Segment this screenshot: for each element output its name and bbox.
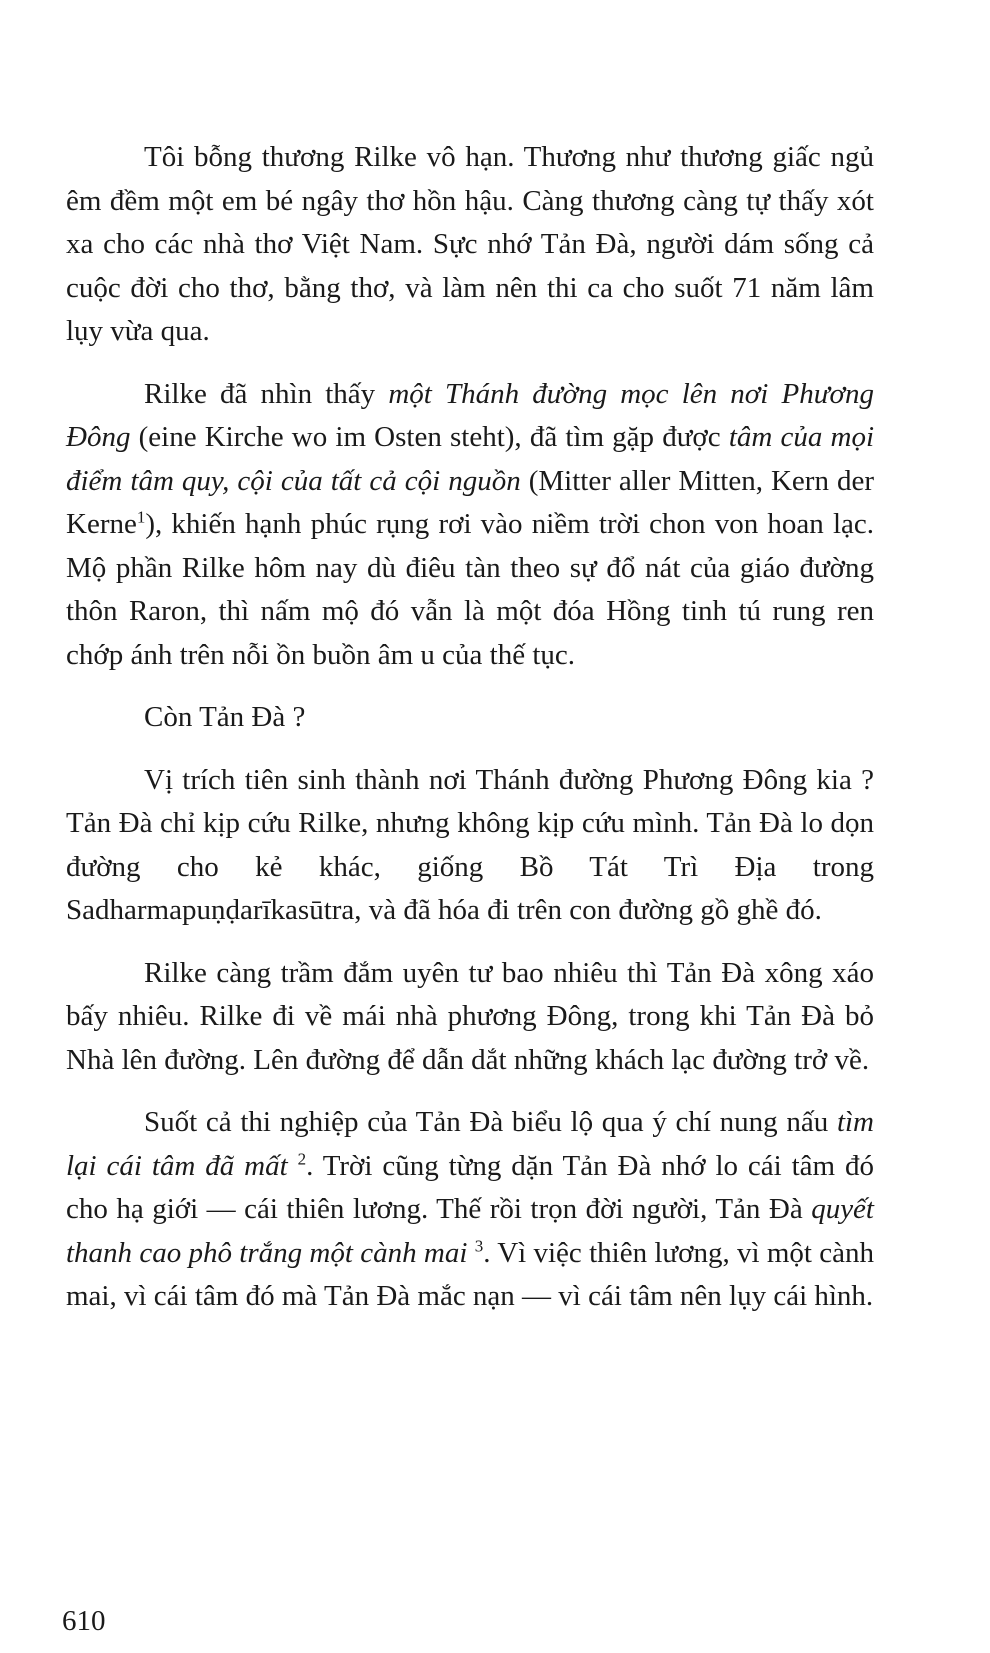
italic-quote: tìm lại cái tâm đã mất <box>66 1106 874 1182</box>
text-segment: (Mitter aller Mitten, Kern der Kerne <box>66 464 874 540</box>
text-segment: Rilke càng trầm đắm uyên tư bao nhiêu thì Tản Đà xông xáo bấy nhiêu. Rilke đi về mái nhà phương Đông, trong khi Tản Đà bỏ Nhà lên đường. Lên đường để dẫn dắt những khách lạc đường trở về. <box>66 956 874 1076</box>
footnote-marker: 3 <box>474 1235 484 1255</box>
footnote-marker: 2 <box>297 1148 307 1168</box>
text-segment: ), khiến hạnh phúc rụng rơi vào niềm trời chon von hoan lạc. Mộ phần Rilke hôm nay dù điêu tàn theo sự đổ nát của giáo đường thôn Raron, thì nấm mộ đó vẫn là một đóa Hồng tinh tú rung ren chớp ánh trên nỗi ồn buồn âm u của thế tục. <box>66 508 874 671</box>
text-segment: . Vì việc thiên lương, vì một cành mai, vì cái tâm đó mà Tản Đà mắc nạn — vì cái tâm nên lụy cái hình. <box>66 1236 874 1312</box>
text-segment <box>467 1237 474 1269</box>
italic-quote: tâm của mọi điểm tâm quy, cội của tất cả cội nguồn <box>66 421 875 497</box>
text-segment: (eine Kirche wo im Osten steht), đã tìm gặp được <box>130 421 729 453</box>
paragraph-6 <box>66 1101 874 1319</box>
italic-quote: quyết thanh cao phô trắng một cành mai <box>66 1193 874 1269</box>
text-segment: Suốt cả thi nghiệp của Tản Đà biểu lộ qua ý chí nung nấu <box>144 1106 837 1138</box>
text-segment: Tôi bỗng thương Rilke vô hạn. Thương như thương giấc ngủ êm đềm một em bé ngây thơ hồn hậu. Càng thương càng tự thấy xót xa cho các nhà thơ Việt Nam. Sực nhớ Tản Đà, người dám sống cả cuộc đời cho thơ, bằng thơ, và làm nên thi ca cho suốt 71 năm lâm lụy vừa qua. <box>66 141 874 347</box>
footnote-marker: 1 <box>136 507 146 527</box>
page-number: 610 <box>62 1605 106 1637</box>
paragraph-4 <box>66 759 874 933</box>
paragraph-3 <box>66 696 874 740</box>
paragraph-2 <box>66 373 874 678</box>
italic-quote: một Thánh đường mọc lên nơi Phương Đông <box>66 377 874 453</box>
paragraph-5 <box>66 952 874 1083</box>
text-segment <box>288 1150 298 1182</box>
text-segment: . Trời cũng từng dặn Tản Đà nhớ lo cái tâm đó cho hạ giới — cái thiên lương. Thế rồi trọn đời người, Tản Đà <box>66 1149 875 1225</box>
text-segment: Rilke đã nhìn thấy <box>144 377 389 410</box>
text-segment: Còn Tản Đà ? <box>144 701 306 733</box>
paragraph-1 <box>66 136 874 354</box>
text-segment: Vị trích tiên sinh thành nơi Thánh đường Phương Đông kia ? Tản Đà chỉ kịp cứu Rilke, nhưng không kịp cứu mình. Tản Đà lo dọn đường cho kẻ khác, giống Bồ Tát Trì Địa trong Sadharmapuṇḍarīkasūtra, và đã hóa đi trên con đường gồ ghề đó. <box>66 763 874 926</box>
page-body <box>66 136 874 1338</box>
